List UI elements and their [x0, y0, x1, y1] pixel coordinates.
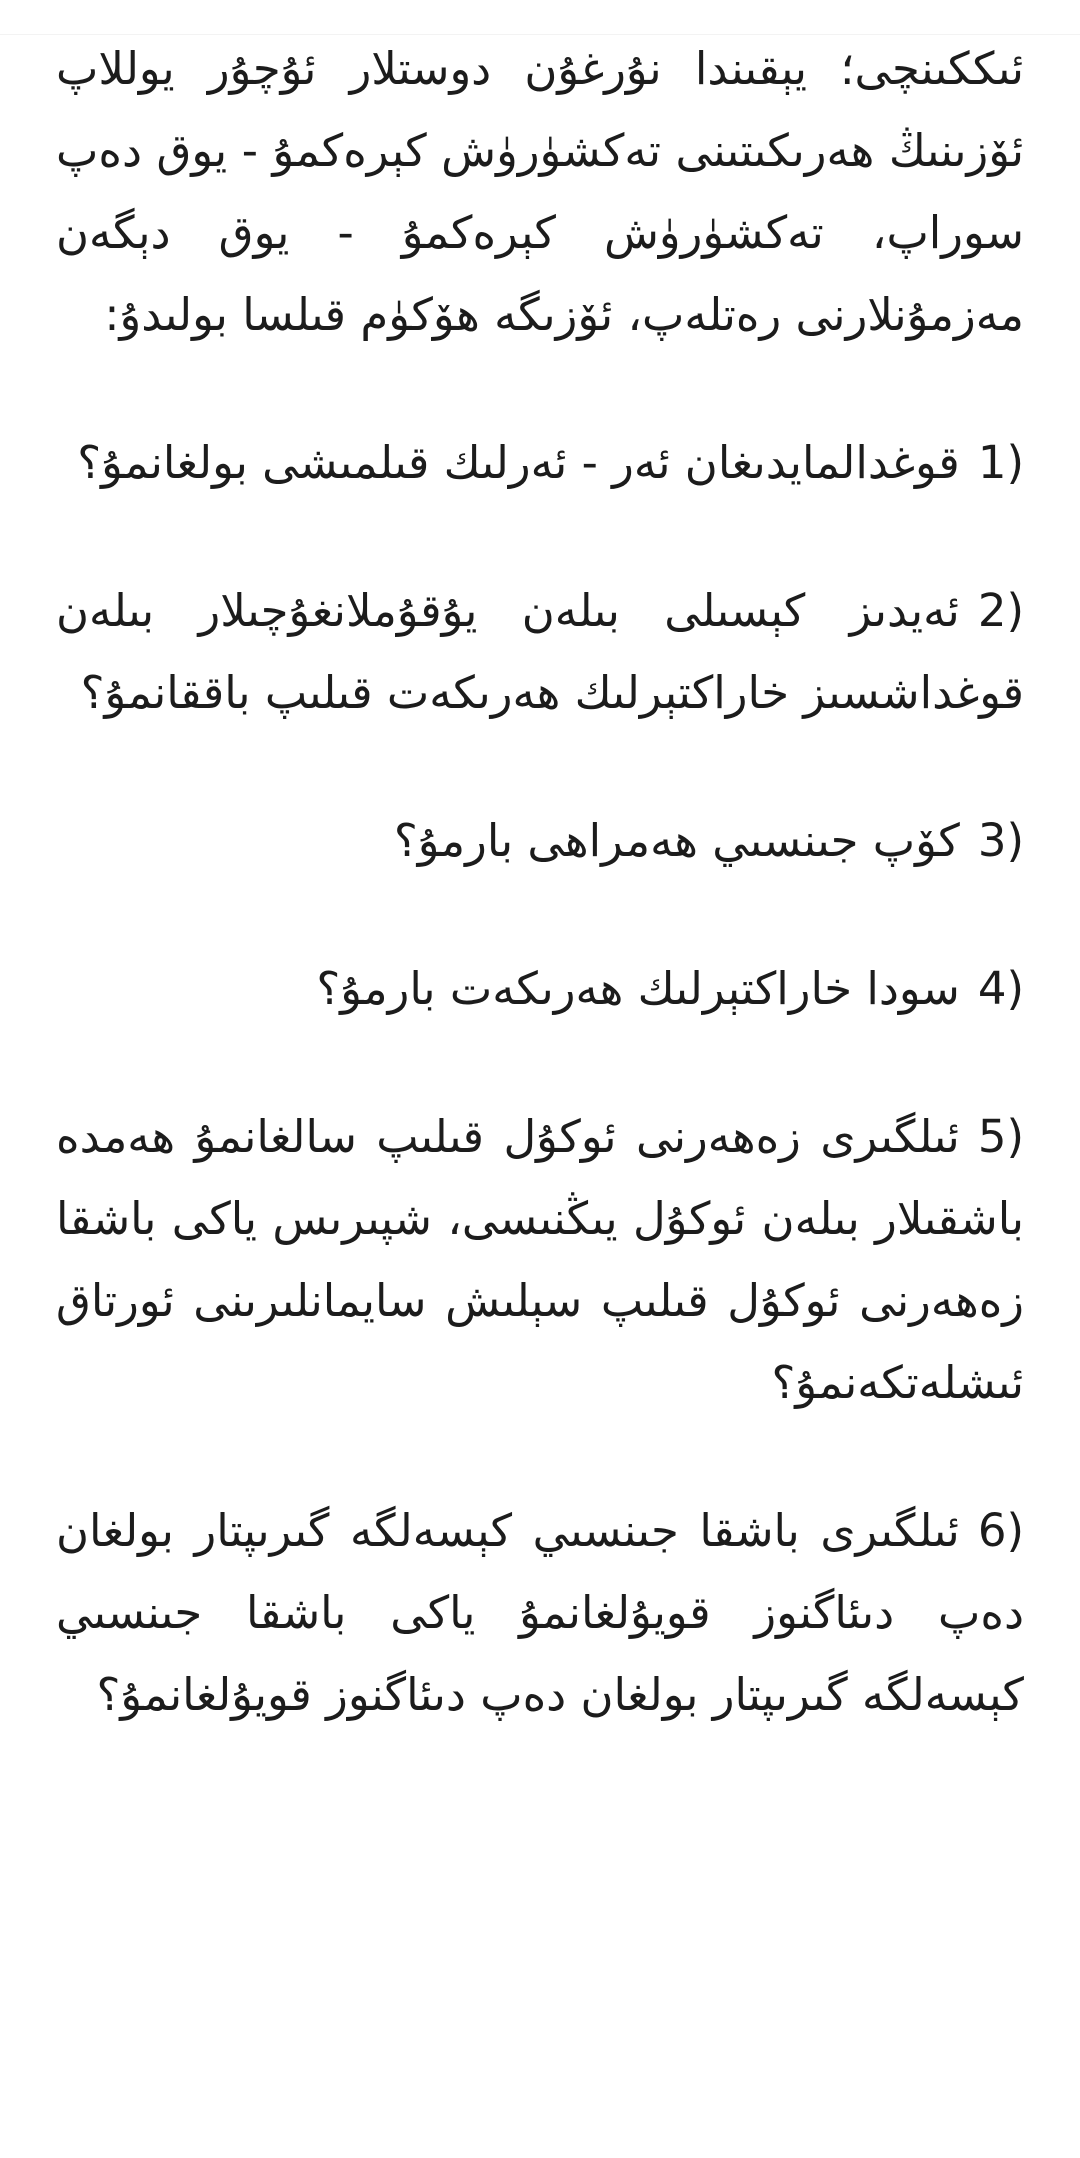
item-number: 5): [977, 1110, 1024, 1163]
item-number: 1): [977, 436, 1024, 489]
intro-paragraph: ئىككىنچى؛ يېقىندا نۇرغۇن دوستلار ئۇچۇر يوللاپ ئۆزىنىڭ ھەرىكىتىنى تەكشۈرۈش كېرەكمۇ - يوق دەپ سوراپ، تەكشۈرۈش كېرەكمۇ - يوق دېگەن مەزمۇنلارنى رەتلەپ، ئۆزىگە ھۆكۈم قىلسا بولىدۇ:: [56, 42, 1024, 341]
item-number: 4): [977, 962, 1024, 1015]
item-text: ئىلگىرى باشقا جىنسىي كېسەلگە گىرىپتار بولغان دەپ دىئاگنوز قويۇلغانمۇ ياكى باشقا جىنسىي كېسەلگە گىرىپتار بولغان دەپ دىئاگنوز قويۇلغانمۇ؟: [56, 1504, 1024, 1721]
article-body: [56, 28, 1024, 1802]
item-text: سودا خاراكتېرلىك ھەرىكەت بارمۇ؟: [316, 962, 960, 1015]
list-item-3: [56, 800, 1024, 882]
list-item-4: [56, 948, 1024, 1030]
item-text: كۆپ جىنسىي ھەمراھى بارمۇ؟: [393, 814, 960, 867]
item-number: 6): [977, 1504, 1024, 1557]
item-number: 2): [977, 584, 1024, 637]
list-item-2: [56, 570, 1024, 734]
list-item-5: [56, 1096, 1024, 1424]
list-item-1: [56, 422, 1024, 504]
list-item-6: [56, 1490, 1024, 1736]
item-text: قوغدالمايدىغان ئەر - ئەرلىك قىلمىشى بولغانمۇ؟: [77, 436, 960, 489]
item-number: 3): [977, 814, 1024, 867]
item-text: ئەيدىز كېسىلى بىلەن يۇقۇملانغۇچىلار بىلەن قوغداشسىز خاراكتېرلىك ھەرىكەت قىلىپ باققانمۇ؟: [56, 584, 1024, 719]
item-text: ئىلگىرى زەھەرنى ئوكۇل قىلىپ سالغانمۇ ھەمدە باشقىلار بىلەن ئوكۇل يىڭنىسى، شپىرىس ياكى باشقا زەھەرنى ئوكۇل قىلىپ سېلىش سايمانلىرىنى ئورتاق ئىشلەتكەنمۇ؟: [56, 1110, 1024, 1409]
